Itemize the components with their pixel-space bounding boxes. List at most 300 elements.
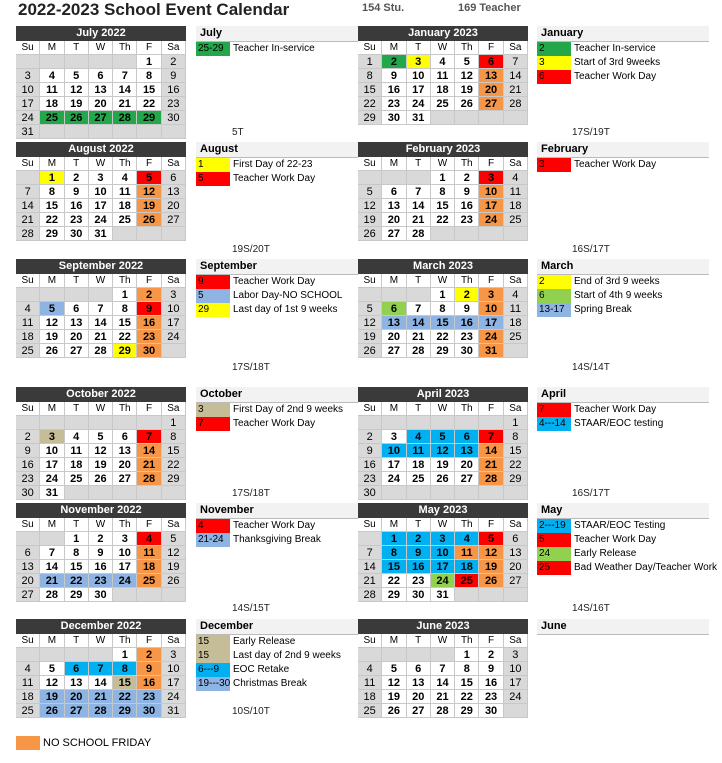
weekday-header: Sa (162, 41, 186, 55)
day-cell: 7 (504, 55, 528, 69)
weekday-header: T (65, 518, 89, 532)
weekday-header: Su (358, 41, 382, 55)
legend-item (196, 663, 368, 677)
empty-day (40, 288, 64, 302)
day-cell: 4 (407, 430, 431, 444)
day-cell: 12 (358, 199, 382, 213)
day-cell: 8 (382, 546, 406, 560)
legend-date-code: 6 (537, 289, 571, 303)
day-cell: 7 (113, 69, 137, 83)
legend-october-2022 (196, 387, 368, 431)
empty-day (455, 588, 479, 602)
legend-january-2023 (537, 26, 709, 84)
day-cell: 30 (407, 588, 431, 602)
day-cell: 23 (137, 690, 161, 704)
empty-day (40, 125, 64, 139)
day-cell: 15 (40, 199, 64, 213)
weekday-header: M (382, 634, 406, 648)
day-cell: 9 (358, 444, 382, 458)
day-cell: 4 (65, 430, 89, 444)
day-cell: 19 (40, 690, 64, 704)
day-cell: 7 (16, 185, 40, 199)
empty-day (162, 486, 186, 500)
empty-day (137, 125, 161, 139)
legend-description: Teacher Work Day (574, 71, 657, 82)
legend-date-code: 2 (537, 275, 571, 289)
empty-day (65, 125, 89, 139)
month-header: November 2022 (16, 503, 186, 518)
day-cell: 9 (455, 302, 479, 316)
day-cell: 12 (40, 676, 64, 690)
empty-day (89, 288, 113, 302)
legend-date-code: 25 (537, 561, 571, 575)
day-cell: 13 (455, 444, 479, 458)
day-count: 16S/17T (572, 488, 610, 499)
empty-day (16, 171, 40, 185)
day-cell: 21 (40, 574, 64, 588)
day-cell: 1 (162, 416, 186, 430)
empty-day (504, 227, 528, 241)
weekday-header: F (479, 157, 503, 171)
day-cell: 24 (504, 690, 528, 704)
day-cell: 6 (504, 532, 528, 546)
day-cell: 17 (407, 83, 431, 97)
weekday-header: T (407, 402, 431, 416)
legend-august-2022 (196, 142, 368, 186)
weekday-header: T (407, 274, 431, 288)
day-cell: 2 (382, 55, 406, 69)
day-cell: 23 (455, 330, 479, 344)
weekday-header: Th (113, 274, 137, 288)
weekday-header: F (137, 518, 161, 532)
empty-day (431, 227, 455, 241)
empty-day (407, 648, 431, 662)
empty-day (358, 648, 382, 662)
day-cell: 21 (407, 213, 431, 227)
page-title: 2022-2023 School Event Calendar (18, 0, 290, 19)
legend-date-code: 15 (196, 635, 230, 649)
no-school-friday-label: NO SCHOOL FRIDAY (43, 737, 152, 749)
day-cell: 5 (137, 171, 161, 185)
day-cell: 18 (504, 316, 528, 330)
legend-date-code: 7 (537, 403, 571, 417)
day-cell: 16 (455, 199, 479, 213)
day-cell: 13 (16, 560, 40, 574)
legend-date-code: 9 (196, 275, 230, 289)
empty-day (65, 416, 89, 430)
legend-title: September (196, 259, 368, 275)
empty-day (16, 288, 40, 302)
day-cell: 28 (89, 704, 113, 718)
weekday-header: M (40, 157, 64, 171)
day-cell: 3 (431, 532, 455, 546)
legend-date-code: 5 (537, 533, 571, 547)
calendar-june-2023 (358, 619, 528, 718)
day-cell: 7 (407, 302, 431, 316)
weekday-header: F (137, 274, 161, 288)
day-cell: 2 (16, 430, 40, 444)
day-cell: 27 (65, 704, 89, 718)
day-cell: 3 (40, 430, 64, 444)
day-cell: 5 (89, 430, 113, 444)
day-cell: 9 (479, 662, 503, 676)
day-cell: 6 (89, 69, 113, 83)
day-cell: 31 (431, 588, 455, 602)
day-cell: 12 (382, 676, 406, 690)
legend-description: Teacher Work Day (574, 159, 657, 170)
day-cell: 10 (407, 69, 431, 83)
day-cell: 22 (431, 213, 455, 227)
legend-date-code: 7 (196, 417, 230, 431)
legend-item (196, 303, 368, 317)
weekday-header: Sa (504, 157, 528, 171)
empty-day (65, 55, 89, 69)
day-cell: 18 (16, 330, 40, 344)
day-cell: 20 (65, 330, 89, 344)
legend-date-code: 13-17 (537, 303, 571, 317)
day-cell: 10 (479, 302, 503, 316)
weekday-header: F (479, 518, 503, 532)
day-cell: 14 (16, 199, 40, 213)
empty-day (455, 227, 479, 241)
empty-day (89, 486, 113, 500)
day-cell: 9 (137, 302, 161, 316)
day-cell: 19 (65, 97, 89, 111)
empty-day (162, 125, 186, 139)
day-grid (358, 634, 528, 718)
empty-day (162, 344, 186, 358)
day-cell: 29 (65, 588, 89, 602)
empty-day (137, 227, 161, 241)
day-cell: 6 (455, 430, 479, 444)
day-cell: 13 (89, 83, 113, 97)
day-cell: 26 (358, 344, 382, 358)
day-cell: 1 (455, 648, 479, 662)
day-cell: 1 (40, 171, 64, 185)
legend-title: October (196, 387, 368, 403)
month-header: September 2022 (16, 259, 186, 274)
day-cell: 22 (382, 574, 406, 588)
month-header: February 2023 (358, 142, 528, 157)
day-cell: 7 (137, 430, 161, 444)
calendar-may-2023 (358, 503, 528, 602)
legend-date-code: 3 (537, 158, 571, 172)
day-cell: 23 (382, 97, 406, 111)
legend-item (537, 56, 709, 70)
weekday-header: Th (455, 274, 479, 288)
day-cell: 23 (137, 330, 161, 344)
empty-day (358, 288, 382, 302)
empty-day (382, 171, 406, 185)
empty-day (479, 486, 503, 500)
empty-day (407, 288, 431, 302)
empty-day (382, 416, 406, 430)
legend-item (537, 289, 709, 303)
day-cell: 25 (16, 704, 40, 718)
empty-day (16, 532, 40, 546)
weekday-header: Sa (504, 402, 528, 416)
legend-description: End of 3rd 9 weeks (574, 276, 660, 287)
weekday-header: Sa (504, 274, 528, 288)
day-cell: 4 (16, 302, 40, 316)
day-count: 16S/17T (572, 244, 610, 255)
day-cell: 24 (431, 574, 455, 588)
day-cell: 17 (382, 458, 406, 472)
day-cell: 27 (16, 588, 40, 602)
legend-item (537, 303, 709, 317)
day-cell: 16 (137, 316, 161, 330)
legend-item (537, 403, 709, 417)
calendar-september-2022 (16, 259, 186, 358)
day-cell: 8 (358, 69, 382, 83)
day-cell: 14 (358, 560, 382, 574)
day-cell: 19 (479, 560, 503, 574)
day-cell: 23 (89, 574, 113, 588)
legend-description: Early Release (233, 636, 296, 647)
day-cell: 15 (113, 676, 137, 690)
day-cell: 10 (162, 662, 186, 676)
day-cell: 4 (113, 171, 137, 185)
legend-date-code: 4---14 (537, 417, 571, 431)
day-cell: 3 (479, 171, 503, 185)
weekday-header: T (65, 402, 89, 416)
weekday-header: T (407, 157, 431, 171)
day-cell: 15 (65, 560, 89, 574)
day-cell: 24 (479, 213, 503, 227)
calendar-april-2023 (358, 387, 528, 500)
month-header: December 2022 (16, 619, 186, 634)
day-cell: 6 (479, 55, 503, 69)
day-cell: 21 (358, 574, 382, 588)
month-header: October 2022 (16, 387, 186, 402)
empty-day (40, 55, 64, 69)
day-cell: 3 (504, 648, 528, 662)
day-cell: 11 (504, 185, 528, 199)
day-cell: 2 (137, 288, 161, 302)
day-cell: 28 (137, 472, 161, 486)
day-cell: 16 (358, 458, 382, 472)
day-cell: 17 (504, 676, 528, 690)
legend-date-code: 5 (196, 289, 230, 303)
day-grid (16, 41, 186, 139)
weekday-header: T (65, 157, 89, 171)
day-cell: 26 (455, 97, 479, 111)
day-cell: 26 (358, 227, 382, 241)
weekday-header: Th (455, 402, 479, 416)
day-cell: 16 (137, 676, 161, 690)
day-cell: 18 (137, 560, 161, 574)
day-cell: 15 (113, 316, 137, 330)
legend-description: Teacher Work Day (233, 173, 316, 184)
day-cell: 11 (455, 546, 479, 560)
day-cell: 12 (162, 546, 186, 560)
weekday-header: Th (455, 41, 479, 55)
weekday-header: W (431, 402, 455, 416)
day-cell: 4 (504, 288, 528, 302)
day-cell: 9 (89, 546, 113, 560)
legend-description: Teacher In-service (574, 43, 656, 54)
day-cell: 10 (113, 546, 137, 560)
weekday-header: W (431, 274, 455, 288)
legend-date-code: 3 (537, 56, 571, 70)
day-cell: 17 (162, 316, 186, 330)
weekday-header: F (479, 274, 503, 288)
day-cell: 2 (455, 288, 479, 302)
day-cell: 9 (16, 444, 40, 458)
day-cell: 26 (40, 344, 64, 358)
day-cell: 27 (504, 574, 528, 588)
empty-day (431, 416, 455, 430)
day-cell: 25 (16, 344, 40, 358)
day-cell: 13 (382, 199, 406, 213)
weekday-header: M (382, 41, 406, 55)
day-count: 10S/10T (232, 706, 270, 717)
calendar-november-2022 (16, 503, 186, 602)
day-cell: 12 (40, 316, 64, 330)
day-count: 17S/18T (232, 362, 270, 373)
weekday-header: Su (16, 402, 40, 416)
empty-day (479, 227, 503, 241)
day-cell: 22 (358, 97, 382, 111)
empty-day (358, 171, 382, 185)
day-cell: 20 (455, 458, 479, 472)
day-cell: 15 (382, 560, 406, 574)
day-cell: 3 (162, 288, 186, 302)
day-cell: 14 (407, 316, 431, 330)
legend-december-2022 (196, 619, 368, 691)
day-cell: 3 (89, 171, 113, 185)
weekday-header: Sa (162, 634, 186, 648)
day-cell: 22 (65, 574, 89, 588)
day-cell: 14 (431, 676, 455, 690)
day-cell: 16 (89, 560, 113, 574)
legend-item (196, 417, 368, 431)
day-cell: 6 (407, 662, 431, 676)
month-header: March 2023 (358, 259, 528, 274)
weekday-header: F (137, 157, 161, 171)
legend-item (537, 70, 709, 84)
day-cell: 27 (382, 344, 406, 358)
legend-description: Last day of 1st 9 weeks (233, 304, 338, 315)
day-cell: 27 (65, 344, 89, 358)
day-cell: 6 (65, 302, 89, 316)
day-cell: 14 (89, 676, 113, 690)
legend-item (196, 519, 368, 533)
day-cell: 22 (162, 458, 186, 472)
empty-day (407, 486, 431, 500)
day-cell: 3 (162, 648, 186, 662)
legend-date-code: 19---30 (198, 678, 230, 689)
day-cell: 22 (113, 690, 137, 704)
day-cell: 9 (137, 662, 161, 676)
day-cell: 30 (137, 344, 161, 358)
day-cell: 1 (504, 416, 528, 430)
empty-day (65, 486, 89, 500)
day-cell: 16 (479, 676, 503, 690)
day-cell: 6 (382, 302, 406, 316)
day-cell: 11 (504, 302, 528, 316)
day-cell: 13 (162, 185, 186, 199)
weekday-header: M (40, 41, 64, 55)
legend-item (196, 403, 368, 417)
day-cell: 20 (504, 560, 528, 574)
day-cell: 16 (455, 316, 479, 330)
day-cell: 5 (40, 662, 64, 676)
day-cell: 31 (16, 125, 40, 139)
legend-july-2022 (196, 26, 368, 56)
month-header: April 2023 (358, 387, 528, 402)
empty-day (455, 416, 479, 430)
day-cell: 22 (137, 97, 161, 111)
day-cell: 5 (65, 69, 89, 83)
weekday-header: M (40, 402, 64, 416)
day-cell: 15 (162, 444, 186, 458)
empty-day (137, 588, 161, 602)
day-cell: 9 (382, 69, 406, 83)
day-cell: 24 (407, 97, 431, 111)
weekday-header: W (89, 274, 113, 288)
day-cell: 8 (504, 430, 528, 444)
weekday-header: W (89, 518, 113, 532)
day-cell: 17 (431, 560, 455, 574)
empty-day (89, 125, 113, 139)
day-cell: 28 (504, 97, 528, 111)
day-grid (16, 634, 186, 718)
day-cell: 15 (504, 444, 528, 458)
weekday-header: M (40, 274, 64, 288)
day-cell: 18 (358, 690, 382, 704)
day-cell: 24 (162, 330, 186, 344)
weekday-header: Th (113, 41, 137, 55)
day-cell: 18 (504, 199, 528, 213)
weekday-header: W (89, 402, 113, 416)
empty-day (113, 486, 137, 500)
day-cell: 17 (40, 458, 64, 472)
day-cell: 5 (479, 532, 503, 546)
day-cell: 25 (504, 330, 528, 344)
legend-date-code: 1 (196, 158, 230, 172)
day-cell: 28 (358, 588, 382, 602)
calendar-december-2022 (16, 619, 186, 718)
day-cell: 11 (407, 444, 431, 458)
day-cell: 13 (479, 69, 503, 83)
day-cell: 9 (455, 185, 479, 199)
day-cell: 25 (455, 574, 479, 588)
day-cell: 23 (65, 213, 89, 227)
day-cell: 19 (358, 330, 382, 344)
day-grid (358, 41, 528, 125)
day-cell: 13 (65, 676, 89, 690)
day-cell: 6 (113, 430, 137, 444)
weekday-header: Sa (504, 518, 528, 532)
day-cell: 28 (113, 111, 137, 125)
day-cell: 26 (162, 574, 186, 588)
day-cell: 5 (382, 662, 406, 676)
day-cell: 4 (40, 69, 64, 83)
day-cell: 5 (431, 430, 455, 444)
day-cell: 9 (65, 185, 89, 199)
day-cell: 11 (137, 546, 161, 560)
legend-description: Teacher Work Day (233, 276, 316, 287)
legend-description: Teacher Work Day (574, 534, 657, 545)
day-cell: 14 (40, 560, 64, 574)
empty-day (431, 111, 455, 125)
day-cell: 3 (407, 55, 431, 69)
day-cell: 20 (382, 330, 406, 344)
day-cell: 21 (431, 690, 455, 704)
weekday-header: Th (455, 518, 479, 532)
day-cell: 12 (65, 83, 89, 97)
